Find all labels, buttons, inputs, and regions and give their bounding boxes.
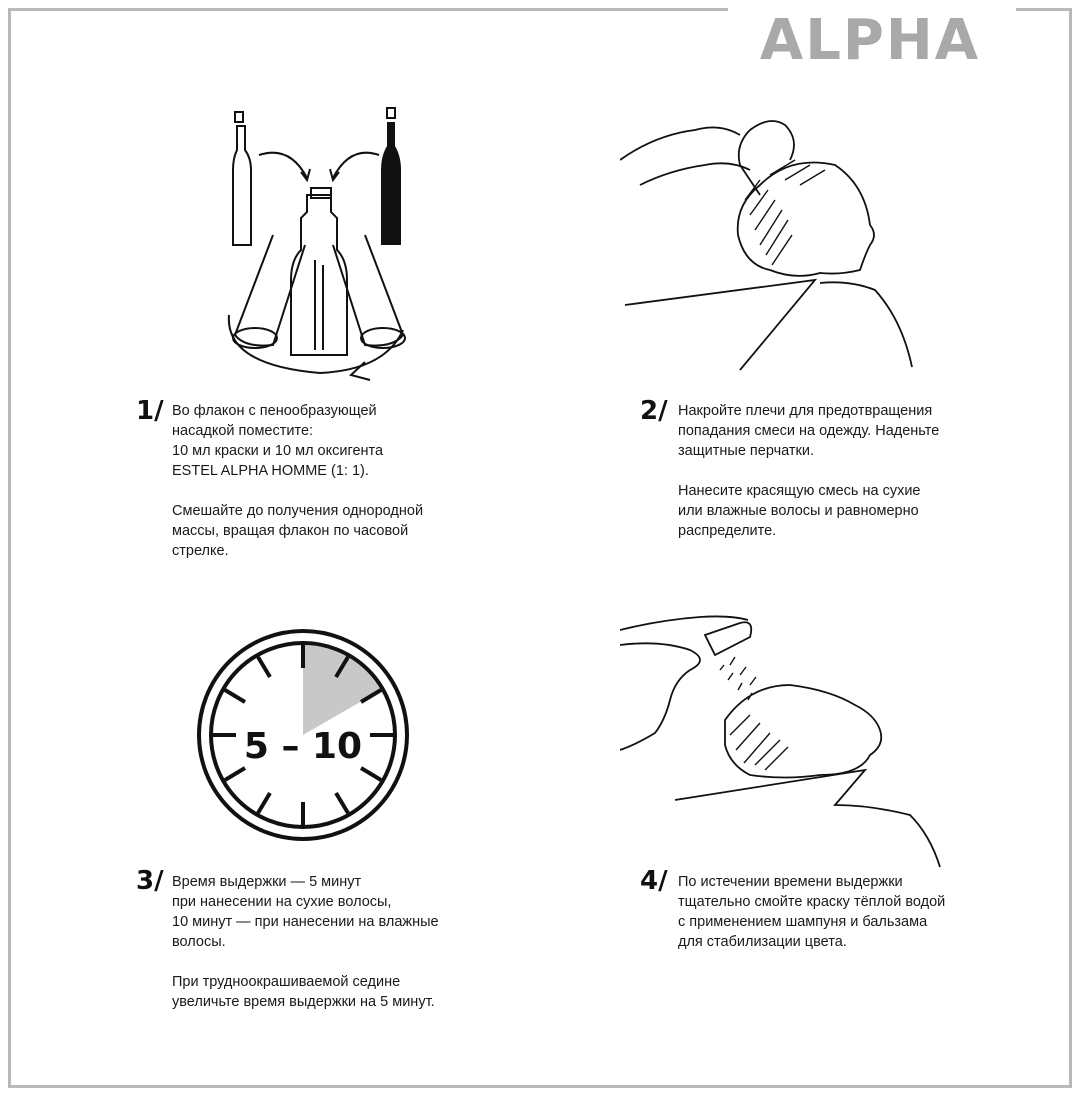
step-3-paragraph-2: При трудноокрашиваемой седине увеличьте время выдержки на 5 минут. [172,974,435,1010]
frame-top-left [8,8,728,11]
step-3-paragraph-1: Время выдержки — 5 минут при нанесении на сухие волосы, 10 минут — при нанесении на влажные волосы. [172,874,439,950]
step-1-text [172,401,472,561]
timer-illustration [196,628,410,842]
timer-label: 5 – 10 [243,726,363,767]
frame-left [8,8,11,1088]
step-1-paragraph-1: Во флакон с пенообразующей насадкой поместите: 10 мл краски и 10 мл оксигента ESTEL ALPHA HOMME (1: 1). [172,403,384,479]
alpha-logo: ALPHA [759,7,981,73]
step-3-text [172,872,502,1012]
step-3-number: 3/ [136,866,164,896]
step-4-number: 4/ [640,866,668,896]
mixing-bottle-illustration [215,100,425,390]
frame-right [1069,8,1072,1088]
step-1-paragraph-2: Смешайте до получения однородной массы, вращая флакон по часовой стрелке. [172,503,424,559]
hair-application-illustration [620,105,920,375]
frame-bottom [8,1085,1072,1088]
hair-rinsing-illustration [620,605,945,870]
frame-top-right [1016,8,1072,11]
step-2-paragraph-1: Накройте плечи для предотвращения попадания смеси на одежду. Наденьте защитные перчатки. [678,403,940,459]
step-1-number: 1/ [136,396,164,426]
step-4-text [678,872,1008,952]
step-2-text [678,401,1008,541]
step-4-paragraph-1: По истечении времени выдержки тщательно смойте краску тёплой водой с применением шампуня и бальзама для стабилизации цвета. [678,874,946,950]
step-2-number: 2/ [640,396,668,426]
step-2-paragraph-2: Нанесите красящую смесь на сухие или влажные волосы и равномерно распределите. [678,483,921,539]
